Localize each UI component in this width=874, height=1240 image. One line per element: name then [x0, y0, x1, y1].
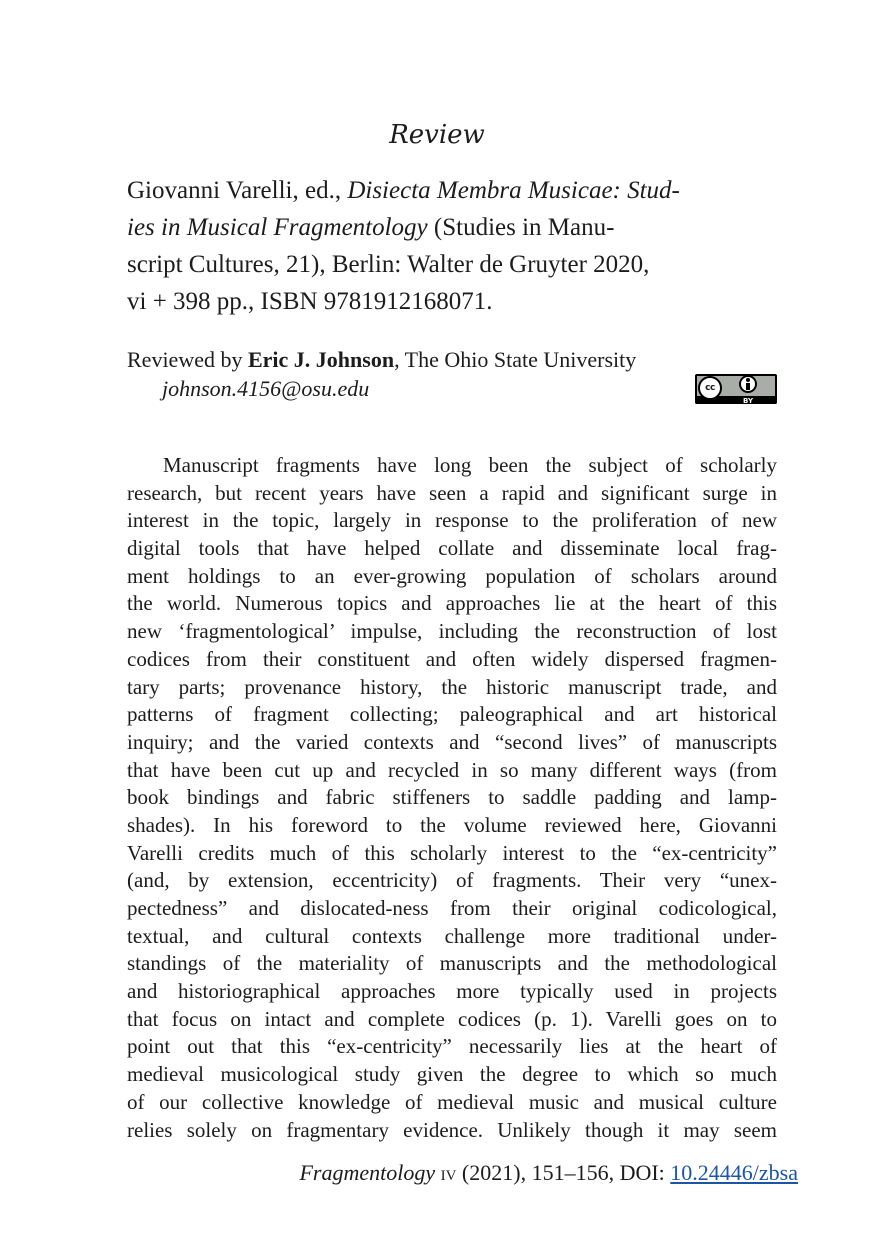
body-line: point out that this “ex-centricity” necessarily lies at the heart of — [127, 1034, 777, 1059]
body-line: that have been cut up and recycled in so many different ways (from — [127, 757, 777, 782]
body-line: research, but recent years have seen a rapid and significant surge in — [127, 480, 777, 505]
citation-line-2: ies in Musical Fragmentology (Studies in Manu- — [127, 214, 615, 241]
body-line: codices from their constituent and often widely dispersed fragmen- — [127, 646, 777, 671]
by-label: BY — [743, 397, 754, 404]
body-line: relies solely on fragmentary evidence. Unlikely though it may seem — [127, 1117, 777, 1142]
body-line: inquiry; and the varied contexts and “second lives” of manuscripts — [127, 729, 777, 754]
journal-title: Fragmentology — [299, 1160, 436, 1185]
citation-line-4: vi + 398 pp., ISBN 9781912168071. — [127, 288, 493, 315]
doi-link[interactable]: 10.24446/zbsa — [670, 1160, 798, 1185]
body-line: the world. Numerous topics and approaches lie at the heart of this — [127, 591, 777, 616]
page-footer: Fragmentology iv (2021), 151–156, DOI: 10.24446/zbsa — [299, 1160, 798, 1185]
volume-number: iv — [440, 1160, 457, 1185]
citation-line-3: script Cultures, 21), Berlin: Walter de Gruyter 2020, — [127, 251, 650, 278]
reviewer-name: Eric J. Johnson — [247, 347, 395, 372]
book-citation — [127, 172, 821, 320]
review-heading: Review — [389, 120, 485, 150]
body-line: of our collective knowledge of medieval music and musical culture — [127, 1089, 777, 1114]
body-line: book bindings and fabric stiffeners to saddle padding and lamp- — [127, 785, 777, 810]
body-line: pectedness” and dislocated-ness from their original codicological, — [127, 896, 777, 920]
attribution-person-icon — [739, 375, 757, 393]
body-line: new ‘fragmentological’ impulse, including the reconstruction of lost — [127, 619, 777, 644]
reviewer-email[interactable]: johnson.4156@osu.edu — [162, 376, 370, 401]
body-line: patterns of fragment collecting; paleographical and art historical — [127, 702, 777, 727]
body-line: (and, by extension, eccentricity) of fragments. Their very “unex- — [127, 868, 777, 893]
body-line: shades). In his foreword to the volume reviewed here, Giovanni — [127, 812, 777, 837]
body-line: tary parts; provenance history, the historic manuscript trade, and — [127, 674, 777, 699]
body-line: interest in the topic, largely in response to the proliferation of new — [127, 508, 777, 533]
citation-line-1: Giovanni Varelli, ed., Disiecta Membra Musicae: Stud- — [127, 177, 680, 204]
body-line: standings of the materiality of manuscripts and the methodological — [127, 951, 777, 976]
body-line: and historiographical approaches more typically used in projects — [127, 979, 777, 1004]
body-line: medieval musicological study given the degree to which so much — [127, 1062, 777, 1087]
body-line: digital tools that have helped collate and disseminate local frag- — [127, 536, 777, 561]
cc-by-license-icon[interactable] — [695, 374, 777, 404]
body-line: Manuscript fragments have long been the subject of scholarly — [163, 453, 777, 477]
review-body-paragraph — [127, 452, 777, 1144]
cc-icon: cc — [698, 376, 722, 400]
reviewer-affiliation: , The Ohio State University — [394, 347, 637, 372]
reviewer-line: Reviewed by Eric J. Johnson, The Ohio State University — [127, 347, 637, 372]
body-line: ment holdings to an ever-growing population of scholars around — [127, 563, 777, 588]
body-line: Varelli credits much of this scholarly interest to the “ex-centricity” — [127, 840, 777, 865]
body-line: textual, and cultural contexts challenge more traditional under- — [127, 923, 777, 948]
body-line: that focus on intact and complete codices (p. 1). Varelli goes on to — [127, 1006, 777, 1031]
